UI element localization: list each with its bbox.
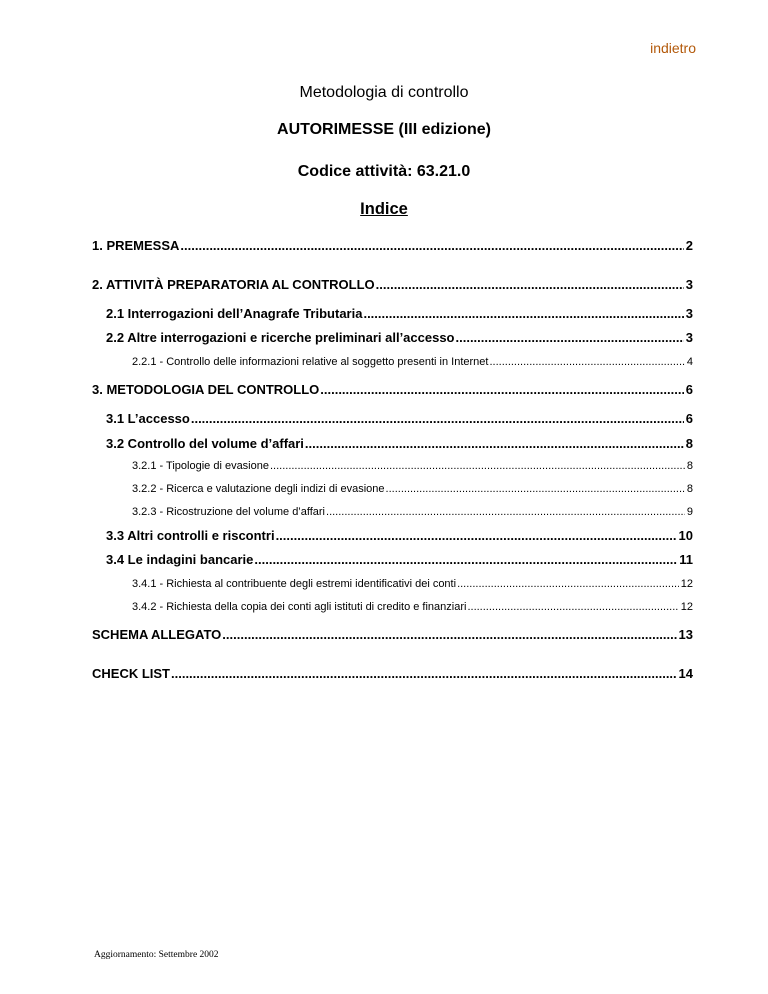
toc-entry[interactable]: [132, 578, 693, 590]
toc-entry-label: 3.1 L’accesso: [106, 411, 190, 426]
document-subtitle: Metodologia di controllo: [299, 84, 469, 101]
toc-leader: [191, 411, 684, 426]
toc-leader: [222, 627, 676, 642]
activity-code: Codice attività: 63.21.0: [297, 163, 471, 180]
toc-entry-page: 10: [678, 528, 693, 543]
toc-entry-label: 2.2 Altre interrogazioni e ricerche preliminari all’accesso: [106, 330, 455, 345]
footer-update-date: Aggiornamento: Settembre 2002: [94, 950, 219, 960]
toc-leader: [376, 277, 684, 292]
toc-entry[interactable]: [132, 483, 693, 495]
toc-entry-page: 8: [686, 483, 693, 495]
toc-entry-page: 8: [685, 436, 693, 451]
toc-entry[interactable]: [106, 411, 693, 426]
toc-leader: [489, 356, 684, 368]
toc-entry-label: CHECK LIST: [92, 666, 170, 681]
toc-entry-page: 6: [685, 382, 693, 397]
toc-entry-page: 3: [685, 330, 693, 345]
toc-entry-label: 2. ATTIVITÀ PREPARATORIA AL CONTROLLO: [92, 277, 375, 292]
toc-entry-label: 2.2.1 - Controllo delle informazioni relative al soggetto presenti in Internet: [132, 356, 489, 368]
toc-entry-page: 6: [685, 411, 693, 426]
toc-entry-label: 3.4 Le indagini bancarie: [106, 552, 254, 567]
toc-entry-label: 3.3 Altri controlli e riscontri: [106, 528, 275, 543]
toc-entry-page: 14: [678, 666, 693, 681]
toc-leader: [276, 528, 677, 543]
toc-entry-page: 3: [685, 306, 693, 321]
toc-entry-page: 3: [685, 277, 693, 292]
toc-entry-page: 9: [686, 506, 693, 518]
toc-leader: [254, 552, 677, 567]
toc-entry-label: 3.2.2 - Ricerca e valutazione degli indizi di evasione: [132, 483, 385, 495]
toc-leader: [305, 436, 684, 451]
toc-leader: [270, 460, 685, 472]
toc-leader: [180, 238, 683, 253]
toc-entry-label: 3.2.1 - Tipologie di evasione: [132, 460, 269, 472]
toc-entry[interactable]: [106, 436, 693, 451]
toc-entry[interactable]: [106, 330, 693, 345]
toc-leader: [326, 506, 685, 518]
index-heading: Indice: [360, 200, 408, 218]
toc-entry-label: 3.4.2 - Richiesta della copia dei conti agli istituti di credito e finanziari: [132, 601, 467, 613]
toc-leader: [171, 666, 677, 681]
toc-entry[interactable]: [92, 382, 693, 397]
toc-leader: [386, 483, 685, 495]
toc-entry-label: 3.4.1 - Richiesta al contribuente degli estremi identificativi dei conti: [132, 578, 457, 590]
toc-entry[interactable]: [92, 277, 693, 292]
toc-entry-label: 3. METODOLOGIA DEL CONTROLLO: [92, 382, 320, 397]
toc-entry-label: 3.2.3 - Ricostruzione del volume d’affari: [132, 506, 326, 518]
toc-entry[interactable]: [106, 306, 693, 321]
toc-entry[interactable]: [92, 666, 693, 681]
toc-entry[interactable]: [106, 528, 693, 543]
toc-entry-page: 12: [680, 601, 693, 613]
back-link[interactable]: indietro: [650, 40, 696, 56]
toc-entry-label: 2.1 Interrogazioni dell’Anagrafe Tributaria: [106, 306, 363, 321]
toc-entry-page: 11: [679, 552, 693, 567]
toc-entry-page: 4: [686, 356, 693, 368]
toc-leader: [467, 601, 678, 613]
toc-entry[interactable]: [132, 506, 693, 518]
toc-entry-page: 12: [680, 578, 693, 590]
toc-entry[interactable]: [92, 238, 693, 253]
toc-leader: [457, 578, 679, 590]
toc-entry-label: 1. PREMESSA: [92, 238, 180, 253]
toc-leader: [320, 382, 684, 397]
toc-entry[interactable]: [106, 552, 693, 567]
toc-leader: [363, 306, 683, 321]
toc-entry[interactable]: [132, 356, 693, 368]
toc-entry-label: 3.2 Controllo del volume d’affari: [106, 436, 304, 451]
toc-entry-page: 2: [685, 238, 693, 253]
toc-entry[interactable]: [92, 627, 693, 642]
toc-entry[interactable]: [132, 601, 693, 613]
toc-leader: [456, 330, 684, 345]
toc-entry-label: SCHEMA ALLEGATO: [92, 627, 222, 642]
toc-entry-page: 13: [678, 627, 693, 642]
toc-entry[interactable]: [132, 460, 693, 472]
document-title: AUTORIMESSE (III edizione): [277, 121, 491, 138]
toc-entry-page: 8: [686, 460, 693, 472]
